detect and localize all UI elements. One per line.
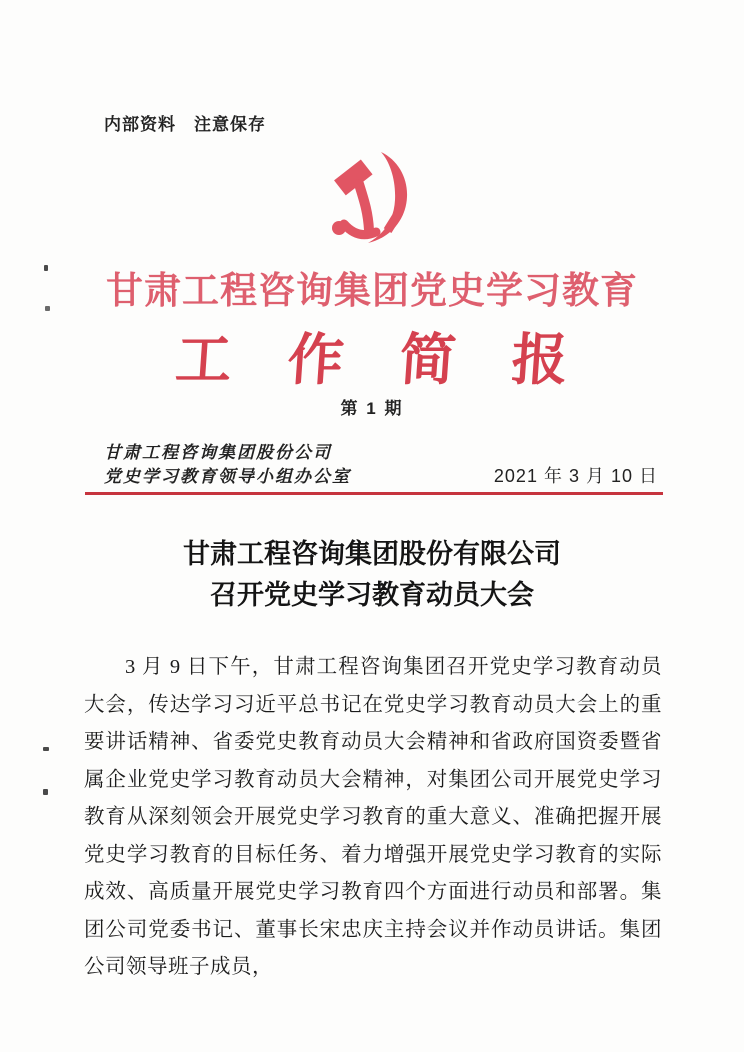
scan-speck (43, 789, 48, 795)
publisher-line-2: 党史学习教育领导小组办公室 (104, 467, 351, 486)
publisher-row (104, 441, 658, 489)
article-body: 3 月 9 日下午，甘肃工程咨询集团召开党史学习教育动员大会，传达学习习近平总书记在党史学习教育动员大会上的重要讲话精神、省委党史教育动员大会精神和省政府国资委暨省属企业党史学习教育动员大会精神，对集团公司开展党史学习教育从深刻领会开展党史学习教育的重大意义、准确把握开展党史学习教育的目标任务、着力增强开展党史学习教育的实际成效、高质量开展党史学习教育四个方面进行动员和部署。集团公司党委书记、董事长宋忠庆主持会议并作动员讲话。集团公司领导班子成员， (84, 656, 662, 978)
publisher-line-1: 甘肃工程咨询集团股份公司 (104, 443, 332, 462)
article-title-line-2: 召开党史学习教育动员大会 (210, 580, 534, 610)
scan-speck (44, 265, 48, 271)
bulletin-org-title: 甘肃工程咨询集团党史学习教育 (106, 271, 638, 312)
publisher-block (104, 441, 351, 489)
bulletin-masthead-title: 工 作 简 报 (173, 327, 571, 393)
issue-number: 第 1 期 (340, 399, 404, 418)
classification-notice: 内部资料 注意保存 (104, 115, 266, 134)
scan-speck (43, 747, 49, 751)
party-emblem-icon (326, 150, 408, 246)
red-divider-rule (85, 492, 663, 495)
scan-speck (45, 306, 50, 311)
article-title (0, 534, 744, 616)
issue-date: 2021 年 3 月 10 日 (493, 466, 658, 486)
article-title-line-1: 甘肃工程咨询集团股份有限公司 (183, 539, 561, 569)
